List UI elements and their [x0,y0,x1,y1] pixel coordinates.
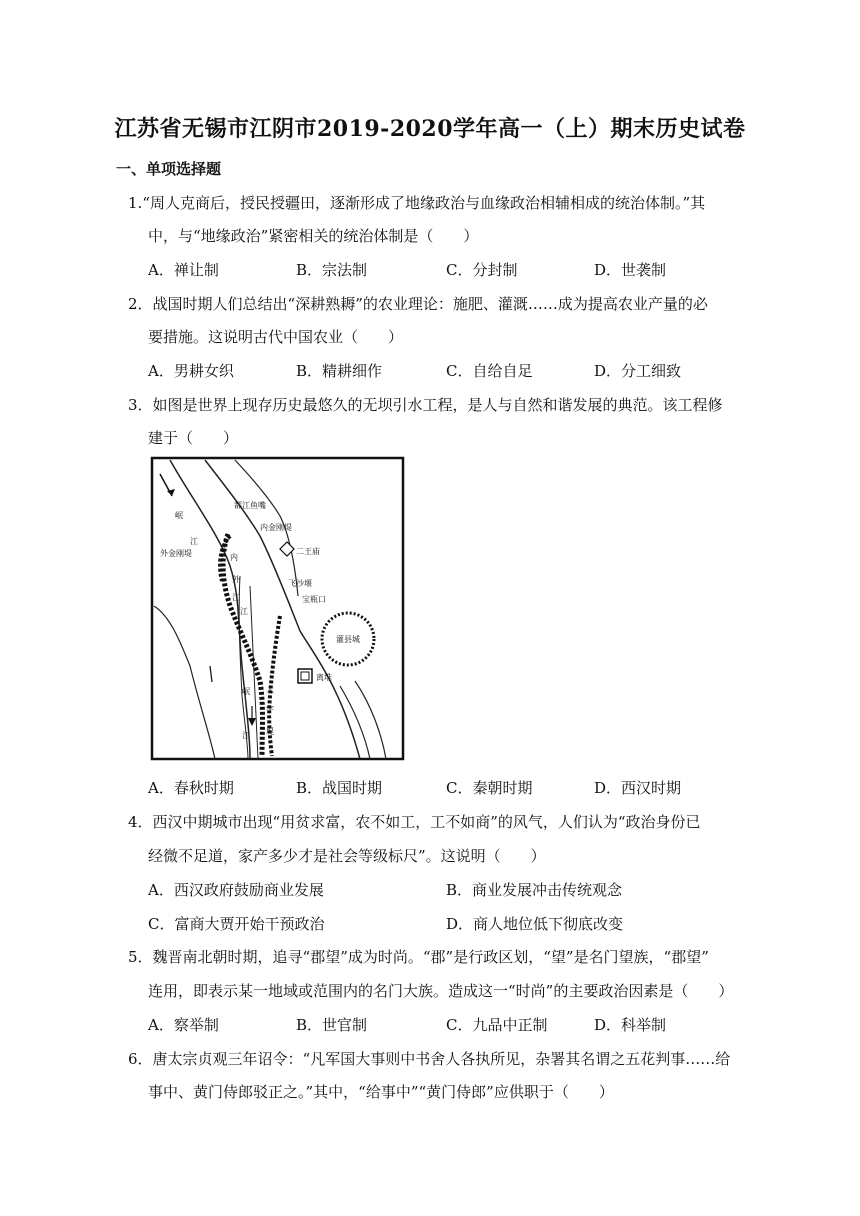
question-2-line-1: 2．战国时期人们总结出“深耕熟耨”的农业理论：施肥、灌溉……成为提高农业产量的必 [128,295,708,313]
question-5-line-2: 连用，即表示某一地域或范围内的名门大族。造成这一“时尚”的主要政治因素是（ ） [148,982,734,1000]
q5-option-c: C．九品中正制 [446,1016,548,1034]
map-label-min-2: 岷 [242,687,250,696]
q1-option-d: D．世袭制 [594,261,667,279]
map-label-guanxian: 灌县城 [336,635,360,644]
question-6-line-1: 6．唐太宗贞观三年诏令：“凡军国大事则中书舍人各执所见，杂署其名谓之五花判事……给 [128,1050,731,1068]
question-4-line-2: 经微不足道，家产多少才是社会等级标尺”。这说明（ ） [148,847,546,865]
map-label-outer-levee: 外金刚堤 [160,549,192,558]
q1-option-a: A．禅让制 [148,261,219,279]
question-4-line-1: 4．西汉中期城市出现“用贫求富，农不如工，工不如商”的风气，人们认为“政治身份已 [128,813,701,831]
q2-option-c: C．自给自足 [446,362,533,380]
map-label-outer-jiang: 江 [232,593,240,602]
q5-option-a: A．察举制 [148,1016,219,1034]
question-3-line-2: 建于（ ） [148,429,239,447]
q5-option-d: D．科举制 [594,1016,667,1034]
q4-option-c: C．富商大贾开始干预政治 [148,915,325,933]
question-2-line-2: 要措施。这说明古代中国农业（ ） [148,328,404,346]
q4-option-a: A．西汉政府鼓励商业发展 [148,881,324,899]
map-label-di: 堤 [266,727,274,736]
q4-option-b: B．商业发展冲击传统观念 [446,881,623,899]
q1-option-b: B．宗法制 [296,261,368,279]
q2-option-d: D．分工细致 [594,362,682,380]
q2-option-b: B．精耕细作 [296,362,383,380]
map-label-inner: 内 [230,553,238,562]
q3-option-c: C．秦朝时期 [446,779,533,797]
question-1-line-1: 1.“周人克商后，授民授疆田，逐渐形成了地缘政治与血缘政治相辅相成的统治体制。”其 [128,194,706,212]
question-3-line-1: 3．如图是世界上现存历史最悠久的无坝引水工程，是人与自然和谐发展的典范。该工程修 [128,396,723,414]
map-label-jiang-2: 江 [242,731,250,740]
q3-option-b: B．战国时期 [296,779,383,797]
dujiangyan-map [150,456,405,761]
map-label-jiang: 江 [190,537,198,546]
exam-title: 江苏省无锡市江阴市2019-2020学年高一（上）期末历史试卷 [114,116,746,142]
q5-option-b: B．世官制 [296,1016,368,1034]
section-heading: 一、单项选择题 [116,160,222,178]
map-label-min: 岷 [175,511,183,520]
map-label-inner-jiang: 江 [240,607,248,616]
map-label-inner-levee: 内金刚堤 [260,523,292,532]
question-5-line-1: 5．魏晋南北朝时期，追寻“郡望”成为时尚。“郡”是行政区划，“望”是名门望族，“郡望” [128,948,709,966]
map-label-baopingkou: 宝瓶口 [302,595,326,604]
map-label-feishayan: 飞沙堰 [288,579,312,588]
q3-option-a: A．春秋时期 [148,779,234,797]
map-label-lidui: 离堆 [316,673,332,682]
map-label-ren: 人 [266,685,274,694]
map-label-erwang: 二王庙 [296,547,320,556]
map-label-outer: 外 [232,575,240,584]
q1-option-c: C．分封制 [446,261,518,279]
question-1-line-2: 中，与“地缘政治”紧密相关的统治体制是（ ） [148,227,479,245]
map-label-yuzui: 都江鱼嘴 [234,501,266,510]
q3-option-d: D．西汉时期 [594,779,682,797]
map-label-zi: 字 [266,705,274,714]
q4-option-d: D．商人地位低下彻底改变 [446,915,624,933]
q2-option-a: A．男耕女织 [148,362,234,380]
question-6-line-2: 事中、黄门侍郎驳正之。”其中，“给事中”“黄门侍郎”应供职于（ ） [148,1083,614,1101]
